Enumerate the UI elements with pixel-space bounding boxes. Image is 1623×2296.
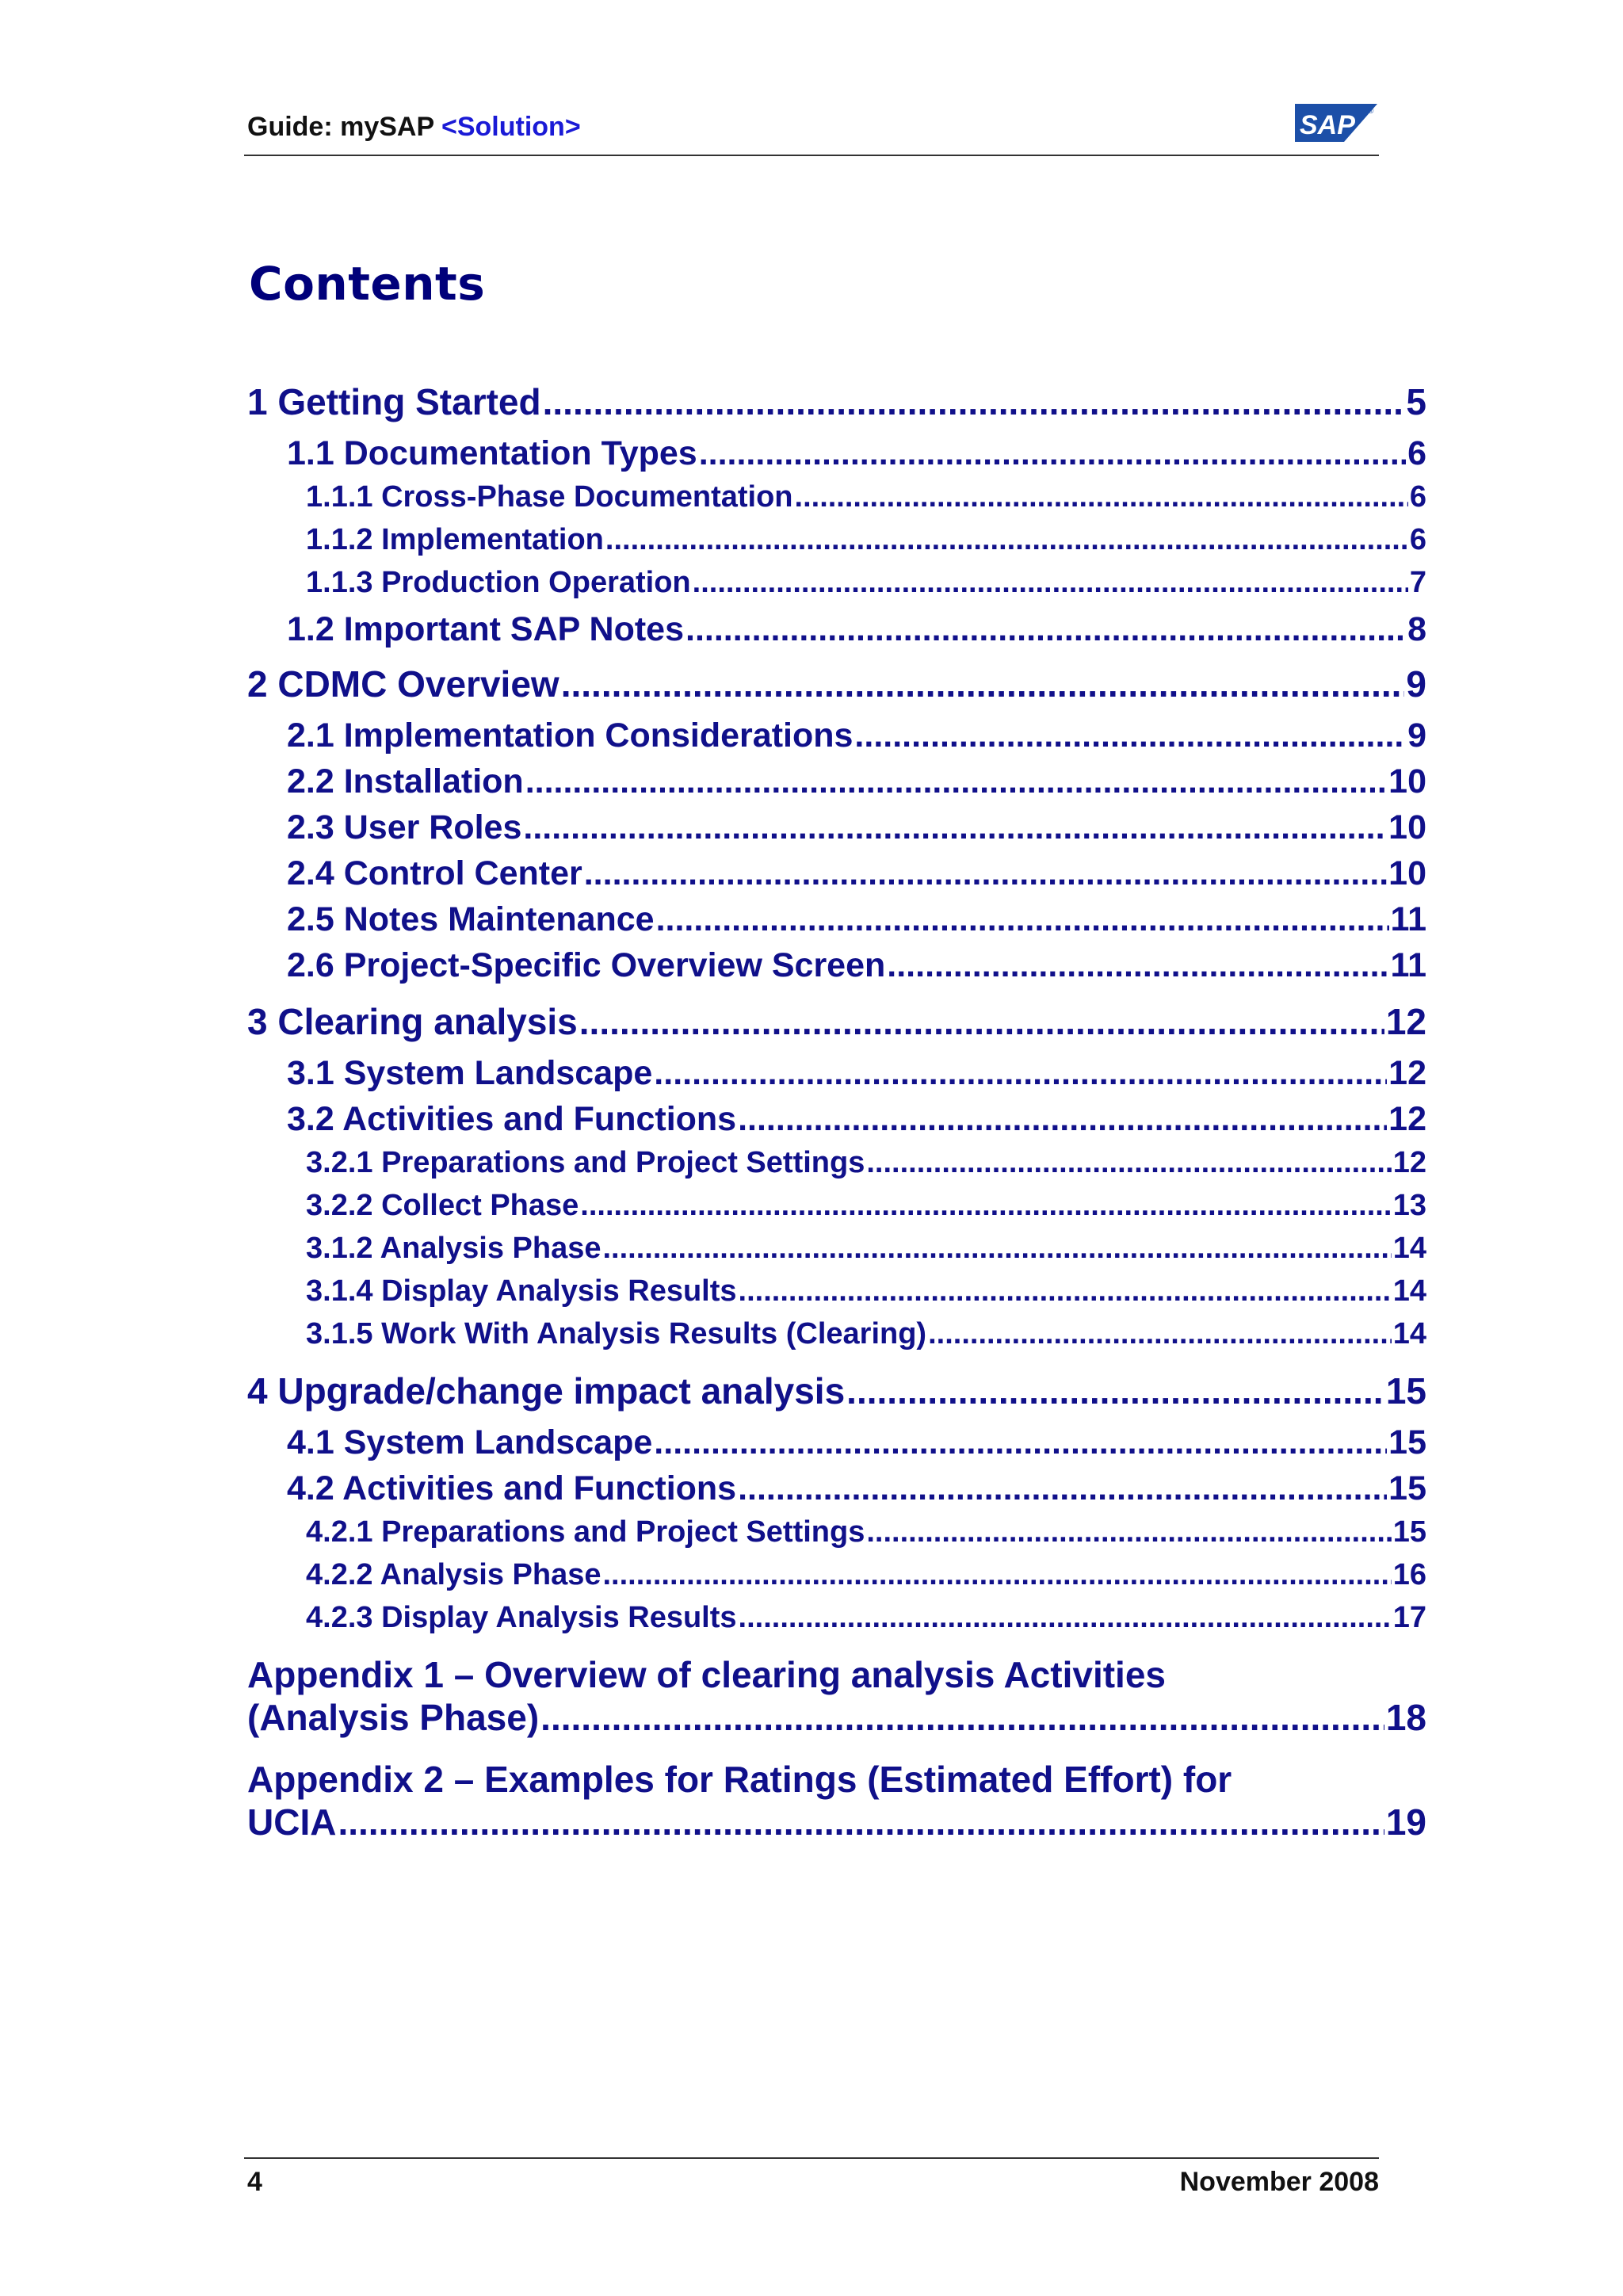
toc-entry-label: 1.1 Documentation Types: [287, 434, 697, 472]
toc-dot-leader: [654, 1423, 1387, 1462]
toc-dot-leader: [579, 1000, 1384, 1043]
toc-entry-level-2[interactable]: [287, 434, 1426, 473]
toc-dot-leader: [338, 1801, 1384, 1843]
toc-entry-label: 4.2.1 Preparations and Project Settings: [306, 1515, 865, 1549]
toc-dot-leader: [603, 1558, 1392, 1592]
toc-dot-leader: [540, 1696, 1384, 1739]
toc-dot-leader: [605, 523, 1408, 557]
toc-entry-level-2[interactable]: [287, 1054, 1426, 1093]
svg-text:®: ®: [1368, 107, 1374, 116]
toc-entry-page-number: 14: [1392, 1232, 1426, 1265]
toc-entry-label: 3.1.5 Work With Analysis Results (Clearing): [306, 1317, 927, 1350]
toc-dot-leader: [685, 610, 1406, 649]
toc-entry-label: 2.1 Implementation Considerations: [287, 716, 854, 755]
toc-entry-page-number: 8: [1407, 610, 1426, 648]
footer-page-number: 4: [247, 2167, 262, 2197]
toc-dot-leader: [854, 716, 1406, 755]
toc-entry-page-number: 12: [1385, 1001, 1426, 1042]
toc-appendix-title-line2-row: [247, 1801, 1426, 1843]
toc-dot-leader: [523, 808, 1387, 847]
toc-entry-page-number: 6: [1407, 434, 1426, 472]
toc-entry-level-3[interactable]: [306, 480, 1426, 514]
toc-entry-page-number: 13: [1392, 1189, 1426, 1222]
toc-entry-label: 1 Getting Started: [247, 381, 541, 422]
toc-entry-page-number: 10: [1388, 808, 1426, 846]
sap-logo: [1295, 102, 1379, 143]
toc-dot-leader: [584, 854, 1387, 893]
toc-entry-label: 4 Upgrade/change impact analysis: [247, 1370, 846, 1412]
toc-dot-leader: [846, 1370, 1384, 1412]
toc-entry-page-number: 6: [1409, 480, 1426, 514]
toc-dot-leader: [866, 1146, 1391, 1180]
toc-entry-page-number: 15: [1388, 1469, 1426, 1507]
toc-entry-label: 3.1.2 Analysis Phase: [306, 1232, 601, 1265]
toc-entry-level-2[interactable]: [287, 946, 1426, 985]
toc-entry-label: 3.2 Activities and Functions: [287, 1100, 737, 1138]
toc-entry-label: 2.4 Control Center: [287, 854, 582, 892]
toc-entry-page-number: 11: [1390, 900, 1426, 938]
toc-dot-leader: [738, 1469, 1387, 1508]
toc-dot-leader: [525, 762, 1387, 801]
header-solution-placeholder: <Solution>: [441, 112, 581, 142]
toc-entry-page-number: 9: [1407, 716, 1426, 755]
toc-entry-level-3[interactable]: [306, 1274, 1426, 1308]
toc-appendix-title-line1: Appendix 1 – Overview of clearing analysis Activities: [247, 1654, 1166, 1695]
toc-dot-leader: [693, 566, 1408, 600]
toc-entry-label: 2.3 User Roles: [287, 808, 522, 846]
toc-entry-label: 4.1 System Landscape: [287, 1423, 653, 1461]
toc-dot-leader: [580, 1189, 1391, 1223]
toc-entry-label: 2.6 Project-Specific Overview Screen: [287, 946, 886, 984]
toc-entry-page-number: 9: [1406, 663, 1426, 705]
toc-entry-page-number: 18: [1385, 1697, 1426, 1738]
page-footer: [244, 2157, 1379, 2206]
toc-dot-leader: [887, 946, 1388, 985]
toc-entry-label: 1.1.3 Production Operation: [306, 566, 691, 599]
toc-entry-level-3[interactable]: [306, 1146, 1426, 1180]
toc-dot-leader: [561, 663, 1405, 705]
toc-entry-page-number: 14: [1392, 1274, 1426, 1308]
toc-dot-leader: [738, 1100, 1387, 1139]
toc-entry-label: 2 CDMC Overview: [247, 663, 559, 705]
toc-entry-level-2[interactable]: [287, 854, 1426, 893]
toc-dot-leader: [739, 1274, 1392, 1308]
toc-dot-leader: [739, 1601, 1392, 1635]
toc-entry-page-number: 10: [1388, 854, 1426, 892]
toc-entry-level-1[interactable]: [247, 1000, 1426, 1043]
toc-entry-label: 3.1 System Landscape: [287, 1054, 653, 1092]
toc-entry-level-3[interactable]: [306, 566, 1426, 600]
toc-entry-level-3[interactable]: [306, 1189, 1426, 1223]
toc-entry-level-3[interactable]: [306, 1515, 1426, 1549]
toc-entry-page-number: 6: [1409, 523, 1426, 556]
toc-dot-leader: [603, 1232, 1392, 1266]
toc-entry-level-3[interactable]: [306, 1558, 1426, 1592]
toc-entry-level-2[interactable]: [287, 716, 1426, 755]
toc-dot-leader: [654, 1054, 1387, 1093]
toc-entry-label: 3 Clearing analysis: [247, 1001, 578, 1042]
toc-entry-page-number: 5: [1406, 381, 1426, 422]
toc-entry-label: 2.5 Notes Maintenance: [287, 900, 655, 938]
toc-entry-label: 1.1.2 Implementation: [306, 523, 604, 556]
toc-appendix-entry[interactable]: [247, 1758, 1426, 1843]
toc-entry-level-2[interactable]: [287, 808, 1426, 847]
toc-entry-page-number: 15: [1385, 1370, 1426, 1412]
toc-entry-level-2[interactable]: [287, 1423, 1426, 1462]
toc-dot-leader: [795, 480, 1408, 514]
toc-dot-leader: [699, 434, 1406, 473]
toc-entry-page-number: 16: [1392, 1558, 1426, 1591]
toc-entry-page-number: 17: [1392, 1601, 1426, 1634]
toc-entry-level-2[interactable]: [287, 900, 1426, 939]
toc-entry-page-number: 7: [1409, 566, 1426, 599]
toc-entry-label: 2.2 Installation: [287, 762, 524, 800]
toc-entry-label: 3.2.2 Collect Phase: [306, 1189, 579, 1222]
toc-entry-level-1[interactable]: [247, 380, 1426, 423]
page-title: Contents: [249, 257, 486, 311]
toc-entry-page-number: 15: [1392, 1515, 1426, 1549]
toc-entry-level-3[interactable]: [306, 1601, 1426, 1635]
toc-entry-level-2[interactable]: [287, 1100, 1426, 1139]
toc-entry-label: 3.1.4 Display Analysis Results: [306, 1274, 737, 1308]
toc-appendix-title-line1: Appendix 2 – Examples for Ratings (Estimated Effort) for: [247, 1759, 1232, 1800]
toc-entry-page-number: 11: [1390, 946, 1426, 984]
toc-entry-level-1[interactable]: [247, 663, 1426, 705]
toc-entry-page-number: 12: [1388, 1054, 1426, 1092]
toc-entry-label: 1.2 Important SAP Notes: [287, 610, 684, 648]
toc-entry-page-number: 15: [1388, 1423, 1426, 1461]
header-guide-prefix: Guide: mySAP: [247, 112, 441, 142]
toc-entry-level-3[interactable]: [306, 523, 1426, 557]
toc-dot-leader: [866, 1515, 1391, 1549]
toc-dot-leader: [543, 380, 1405, 423]
toc-entry-label: 4.2.2 Analysis Phase: [306, 1558, 601, 1591]
toc-entry-page-number: 19: [1385, 1801, 1426, 1843]
toc-entry-page-number: 10: [1388, 762, 1426, 800]
toc-appendix-title-line2-row: [247, 1696, 1426, 1739]
toc-entry-level-2[interactable]: [287, 762, 1426, 801]
toc-dot-leader: [928, 1317, 1392, 1351]
toc-entry-level-3[interactable]: [306, 1317, 1426, 1351]
toc-entry-level-1[interactable]: [247, 1370, 1426, 1412]
toc-entry-page-number: 12: [1392, 1146, 1426, 1179]
toc-entry-label: 3.2.1 Preparations and Project Settings: [306, 1146, 865, 1179]
toc-entry-label: 4.2 Activities and Functions: [287, 1469, 737, 1507]
toc-appendix-entry[interactable]: [247, 1653, 1426, 1739]
toc-entry-level-2[interactable]: [287, 1469, 1426, 1508]
page-header: [244, 99, 1379, 156]
svg-text:SAP: SAP: [1300, 110, 1355, 140]
toc-appendix-title-line2: UCIA: [247, 1801, 337, 1843]
toc-dot-leader: [656, 900, 1389, 939]
toc-entry-level-3[interactable]: [306, 1232, 1426, 1266]
toc-entry-label: 4.2.3 Display Analysis Results: [306, 1601, 737, 1634]
toc-entry-label: 1.1.1 Cross-Phase Documentation: [306, 480, 793, 514]
toc-entry-page-number: 12: [1388, 1100, 1426, 1138]
toc-entry-level-2[interactable]: [287, 610, 1426, 649]
header-title: [247, 112, 581, 143]
toc-entry-page-number: 14: [1392, 1317, 1426, 1350]
toc-appendix-title-line2: (Analysis Phase): [247, 1697, 540, 1738]
footer-date: November 2008: [1179, 2167, 1379, 2197]
